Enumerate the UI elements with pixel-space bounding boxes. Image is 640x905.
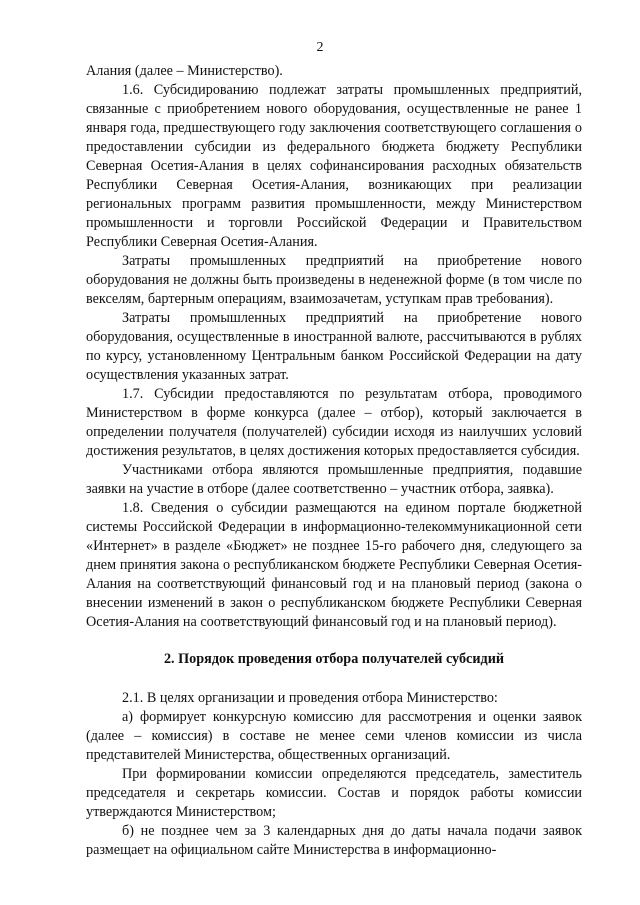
paragraph: а) формирует конкурсную комиссию для рассмотрения и оценки заявок (далее – комиссия) в составе не менее семи членов комиссии из числа представителей Министерства, общественных организаций. xyxy=(86,709,582,763)
section-heading: 2. Порядок проведения отбора получателей субсидий xyxy=(163,651,505,667)
paragraph: Затраты промышленных предприятий на приобретение нового оборудования не должны быть произведены в неденежной форме (в том числе по векселям, бартерным операциям, взаимозачетам, уступкам прав требования). xyxy=(86,253,582,307)
paragraph: Затраты промышленных предприятий на приобретение нового оборудования, осуществленные в иностранной валюте, рассчитываются в рублях по курсу, установленному Центральным банком Российской Федерации на дату осуществления указанных затрат. xyxy=(86,310,582,383)
paragraph: 2.1. В целях организации и проведения отбора Министерство: xyxy=(122,690,498,706)
page-number: 2 xyxy=(316,40,324,55)
paragraph: Участниками отбора являются промышленные предприятия, подавшие заявки на участие в отборе (далее соответственно – участник отбора, заявка). xyxy=(86,462,582,497)
paragraph: При формировании комиссии определяются председатель, заместитель председателя и секретарь комиссии. Состав и порядок работы комиссии утверждаются Министерством; xyxy=(86,766,582,820)
paragraph: 1.6. Субсидированию подлежат затраты промышленных предприятий, связанные с приобретением нового оборудования, осуществленные не ранее 1 января года, предшествующего году заключения соответствующего соглашения о предоставлении субсидии из федерального бюджета бюджету Республики Северная Осетия-Алания в целях софинансирования расходных обязательств Республики Северная Осетия-Алания, возникающих при реализации региональных программ развития промышленности, между Министерством промышленности и торговли Российской Федерации и Правительством Республики Северная Осетия-Алания. xyxy=(86,82,582,250)
paragraph: б) не позднее чем за 3 календарных дня до даты начала подачи заявок размещает на официальном сайте Министерства в информационно- xyxy=(86,823,582,858)
paragraph: 1.7. Субсидии предоставляются по результатам отбора, проводимого Министерством в форме конкурса (далее – отбор), который заключается в определении получателя (получателей) субсидии исходя из наилучших условий достижения результатов, в целях достижения которых предоставляется субсидия. xyxy=(86,386,582,459)
document-body xyxy=(86,62,582,860)
paragraph: Алания (далее – Министерство). xyxy=(86,63,283,79)
paragraph: 1.8. Сведения о субсидии размещаются на едином портале бюджетной системы Российской Федерации в информационно-телекоммуникационной сети «Интернет» в разделе «Бюджет» не позднее 15-го рабочего дня, следующего за днем принятия закона о республиканском бюджете Республики Северная Осетия-Алания на соответствующий финансовый год и на плановый период (закона о внесении изменений в закон о республиканском бюджете Республики Северная Осетия-Алания на соответствующий финансовый год и на плановый период). xyxy=(86,500,582,630)
